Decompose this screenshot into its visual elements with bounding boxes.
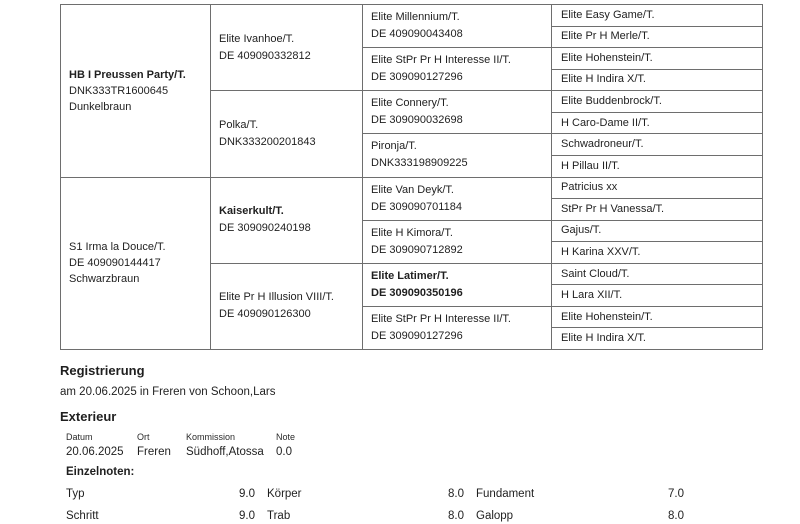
pedigree-cell [552,328,762,349]
score-label: Fundament [476,488,535,500]
horse-name: Elite Buddenbrock/T. [561,95,662,108]
horse-id: DE 309090127296 [371,329,463,342]
horse-name: Elite Pr H Merle/T. [561,30,650,43]
score-pair [66,509,255,524]
score-value: 8.0 [448,488,464,500]
horse-id: DE 409090126300 [219,308,311,321]
horse-name: Gajus/T. [561,224,602,237]
pedigree-cell [61,178,210,350]
exterieur-kommission-value: Südhoff,Atossa [186,446,264,458]
pedigree-cell [211,178,362,264]
horse-name: Schwadroneur/T. [561,138,644,151]
horse-name: Pironja/T. [371,140,417,153]
horse-name: Elite Easy Game/T. [561,8,655,21]
exterieur-datum-value: 20.06.2025 [66,446,124,458]
horse-id: DE 309090032698 [371,114,463,127]
horse-name: HB I Preussen Party/T. [69,68,186,81]
horse-name: Elite StPr Pr H Interesse II/T. [371,312,511,325]
horse-id: DE 409090332812 [219,49,311,62]
einzelnoten-label: Einzelnoten: [66,466,135,478]
score-value: 8.0 [448,510,464,522]
horse-color: Schwarzbraun [69,273,140,286]
pedigree-cell [363,221,551,264]
pedigree-cell [211,5,362,91]
horse-id: DNK333TR1600645 [69,84,169,97]
exterieur-note-value: 0.0 [276,446,292,458]
pedigree-cell [552,113,762,135]
pedigree-cell [552,178,762,200]
pedigree-cell [552,70,762,92]
pedigree-table [60,4,763,350]
score-pair [267,509,464,524]
pedigree-cell [363,178,551,221]
score-value: 8.0 [668,510,684,522]
horse-name: Elite H Kimora/T. [371,226,453,239]
pedigree-cell [552,221,762,243]
horse-name: Patricius xx [561,181,618,194]
pedigree-cell [363,134,551,177]
score-label: Galopp [476,510,514,522]
score-value: 7.0 [668,488,684,500]
score-label: Körper [267,488,302,500]
pedigree-cell [552,307,762,329]
horse-color: Dunkelbraun [69,100,132,113]
horse-id: DE 409090043408 [371,28,463,41]
score-value: 9.0 [239,488,255,500]
einzelnoten-scores [66,487,684,524]
column-header-ort: Ort [137,432,150,442]
horse-id: DE 409090144417 [69,257,161,270]
horse-id: DNK333198909225 [371,157,468,170]
pedigree-cell [552,199,762,221]
horse-name: Elite StPr Pr H Interesse II/T. [371,54,511,67]
horse-name: Kaiserkult/T. [219,205,284,218]
column-header-datum: Datum [66,432,93,442]
horse-name: Elite Connery/T. [371,97,449,110]
horse-name: H Lara XII/T. [561,289,623,302]
pedigree-cell [552,134,762,156]
registration-heading: Registrierung [60,363,145,378]
pedigree-cell [363,264,551,307]
pedigree-cell [363,91,551,134]
pedigree-cell [363,48,551,91]
pedigree-gen1-column [61,5,211,349]
exterieur-ort-value: Freren [137,446,171,458]
horse-name: Elite Van Deyk/T. [371,183,454,196]
pedigree-cell [552,48,762,70]
column-header-kommission: Kommission [186,432,236,442]
pedigree-cell [552,27,762,49]
horse-id: DE 309090240198 [219,222,311,235]
pedigree-cell [363,307,551,349]
horse-name: H Karina XXV/T. [561,245,641,258]
score-pair [476,487,684,502]
horse-id: DE 309090701184 [371,200,462,213]
column-header-note: Note [276,432,296,442]
pedigree-cell [61,5,210,178]
exterieur-table [66,432,336,458]
horse-name: Elite Latimer/T. [371,269,449,282]
pedigree-cell [552,156,762,178]
horse-name: Elite H Indira X/T. [561,73,646,86]
registration-text: am 20.06.2025 in Freren von Schoon,Lars [60,386,276,398]
horse-name: H Pillau II/T. [561,159,620,172]
horse-id: DE 309090350196 [371,286,463,299]
horse-name: S1 Irma la Douce/T. [69,241,166,254]
horse-name: Elite H Indira X/T. [561,332,646,345]
pedigree-cell [211,264,362,349]
pedigree-cell [552,285,762,307]
horse-name: H Caro-Dame II/T. [561,116,650,129]
exterieur-heading: Exterieur [60,409,117,424]
horse-name: Elite Millennium/T. [371,11,460,24]
horse-name: Polka/T. [219,118,259,131]
score-value: 9.0 [239,510,255,522]
horse-name: Elite Ivanhoe/T. [219,32,295,45]
score-pair [267,487,464,502]
horse-name: Elite Hohenstein/T. [561,310,653,323]
score-label: Trab [267,510,291,522]
score-pair [476,509,684,524]
horse-name: Saint Cloud/T. [561,267,630,280]
pedigree-gen4-column [552,5,762,349]
score-pair [66,487,255,502]
pedigree-gen3-column [363,5,552,349]
horse-id: DE 309090127296 [371,71,463,84]
horse-name: Elite Hohenstein/T. [561,51,653,64]
pedigree-cell [552,242,762,264]
pedigree-cell [211,91,362,177]
horse-id: DE 309090712892 [371,243,463,256]
pedigree-cell [552,91,762,113]
horse-id: DNK333200201843 [219,135,316,148]
pedigree-gen2-column [211,5,363,349]
pedigree-cell [552,264,762,286]
score-label: Schritt [66,510,99,522]
pedigree-cell [552,5,762,27]
score-label: Typ [66,488,85,500]
horse-name: Elite Pr H Illusion VIII/T. [219,291,334,304]
horse-name: StPr Pr H Vanessa/T. [561,202,665,215]
pedigree-cell [363,5,551,48]
